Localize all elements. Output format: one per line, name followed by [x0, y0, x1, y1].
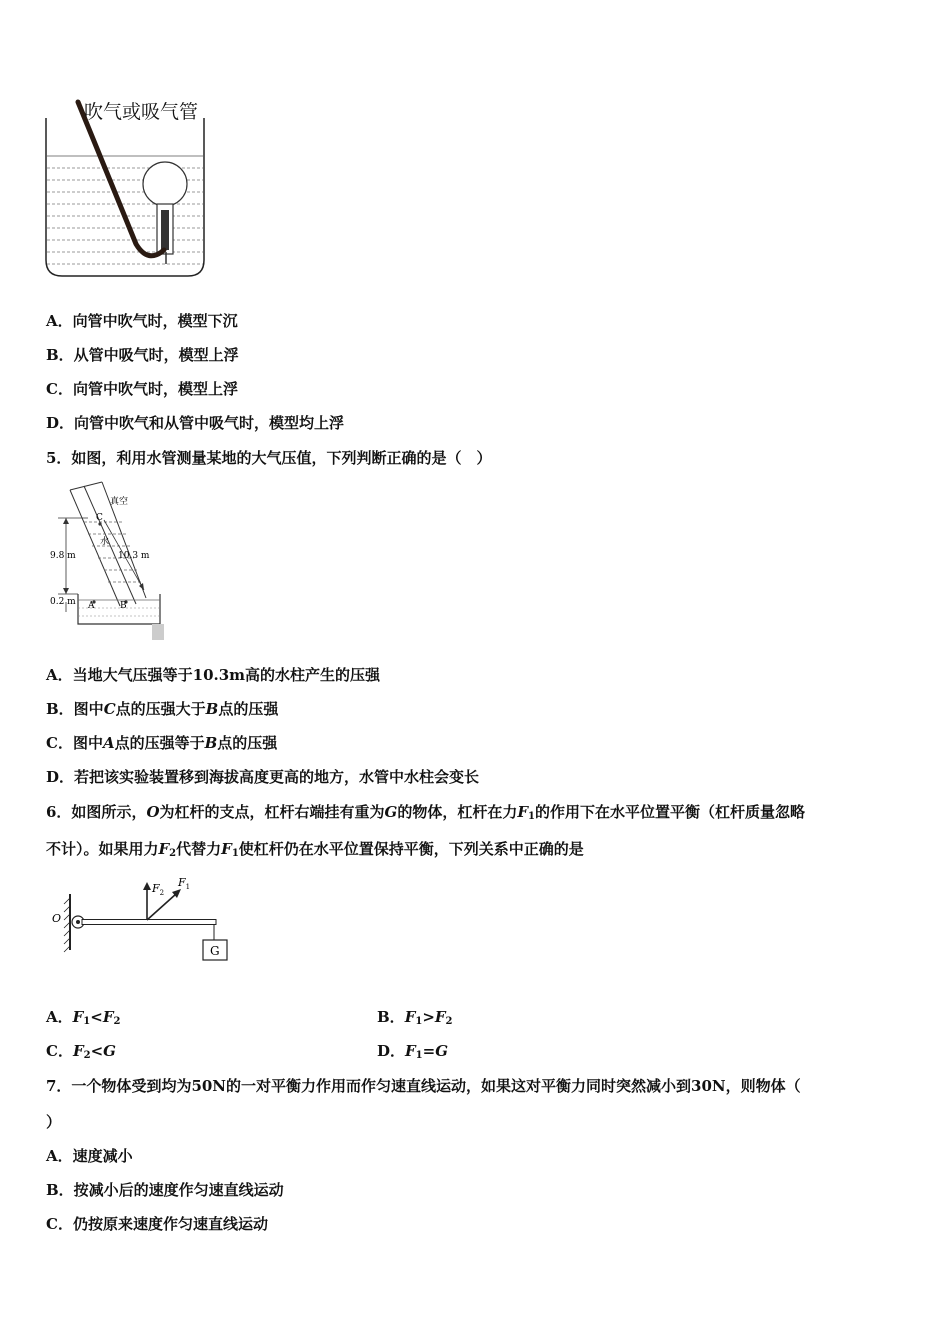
q5-option-d: D．若把该实验装置移到海拔高度更高的地方，水管中水柱会变长 [46, 768, 480, 786]
q5-label-b: B [120, 601, 127, 611]
q5-label-a: A [88, 601, 95, 611]
q6-stem-line1: 6．如图所示，O为杠杆的支点，杠杆右端挂有重为G的物体，杠杆在力$F_1$的作用下在水平位置平衡（杠杆质量忽略 [46, 803, 806, 822]
q7-stem-line1: 7．一个物体受到均为50N的一对平衡力作用而作匀速直线运动，如果这对平衡力同时突然减小到30N，则物体（ [46, 1077, 801, 1095]
q6-figure [48, 874, 238, 974]
q6-stem-line2: 不计）。如果用力$F_2$代替力$F_1$使杠杆仍在水平位置保持平衡，下列关系中正确的是 [46, 840, 584, 859]
q5-label-h3: 0.2 m [50, 597, 76, 607]
q6-label-g: G [210, 944, 220, 958]
q7-stem-line2: ） [46, 1113, 62, 1131]
q5-label-c: C [96, 513, 103, 523]
q5-label-water: 水 [100, 537, 110, 547]
q4-option-d: D．向管中吹气和从管中吸气时，模型均上浮 [46, 414, 345, 432]
q6-label-f1: $F_1$ [178, 876, 191, 891]
q7-option-a: A．速度减小 [46, 1147, 133, 1165]
q4-option-a: A．向管中吹气时，模型下沉 [46, 312, 238, 330]
q5-label-vacuum: 真空 [110, 497, 129, 507]
q5-stem: 5．如图，利用水管测量某地的大气压值，下列判断正确的是（ ） [46, 449, 492, 467]
q4-option-c: C．向管中吹气时，模型上浮 [46, 380, 238, 398]
q5-option-c: C．图中A点的压强等于B点的压强 [46, 734, 278, 752]
q4-figure-label: 吹气或吸气管 [84, 101, 199, 123]
q6-option-d: D．$F_1=G$ [377, 1042, 449, 1061]
q5-option-b: B．图中C点的压强大于B点的压强 [46, 700, 279, 718]
q6-label-o: O [52, 912, 62, 925]
q6-option-a: A．$F_1<F_2$ [46, 1008, 121, 1027]
q5-label-h2: 10.3 m [118, 551, 150, 561]
q6-option-c: C．$F_2<G$ [46, 1042, 116, 1061]
q6-option-b: B．$F_1>F_2$ [377, 1008, 453, 1027]
q5-label-h1: 9.8 m [50, 551, 76, 561]
q4-option-b: B．从管中吸气时，模型上浮 [46, 346, 239, 364]
q5-option-a: A．当地大气压强等于10.3m高的水柱产生的压强 [46, 666, 381, 684]
q6-label-f2: $F_2$ [152, 882, 165, 897]
q7-option-b: B．按减小后的速度作匀速直线运动 [46, 1181, 284, 1199]
q5-figure [48, 478, 168, 646]
q7-option-c: C．仍按原来速度作匀速直线运动 [46, 1215, 268, 1233]
